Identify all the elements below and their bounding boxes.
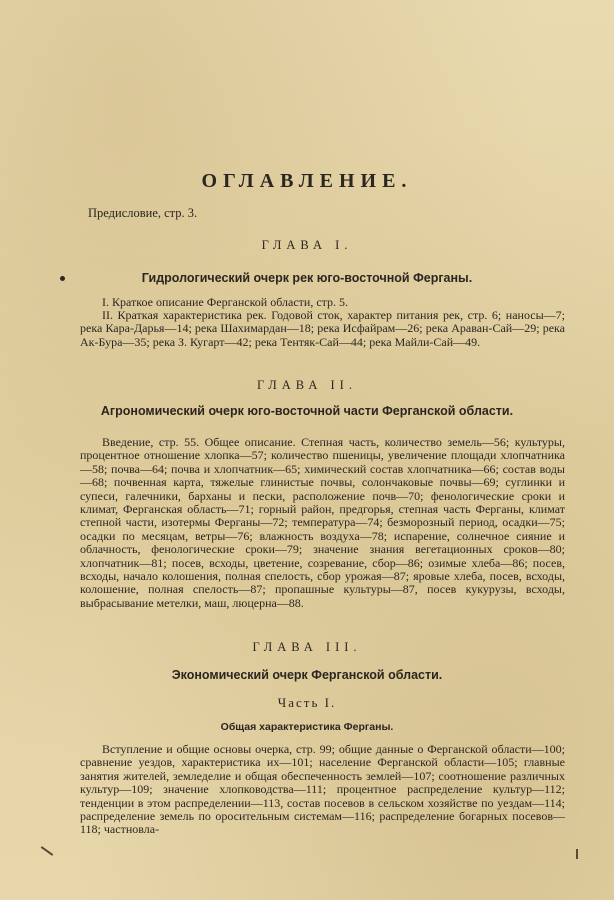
page-mark bbox=[41, 846, 54, 856]
chapter-1-heading: ГЛАВА I. bbox=[261, 238, 353, 252]
chapter-3-section-title: Общая характеристика Ферганы. bbox=[220, 721, 394, 733]
page-mark bbox=[576, 849, 578, 859]
chapter-3-part: Часть I. bbox=[277, 695, 337, 710]
chapter-1-item-2: II. Краткая характеристика рек. Годовой сток, характер питания рек, стр. 6; наносы—7; река Кара-Дарья—14; река Шахимардан—18; река Исфайрам—26; река Араван-Сай—29; река Ак-Бура—35; река З. Кугарт—42; река Тентяк-Сай—44; река Майли-Сай—49. bbox=[80, 308, 565, 349]
chapter-2-heading: ГЛАВА II. bbox=[257, 378, 357, 392]
preface-entry: Предисловие, стр. 3. bbox=[88, 206, 198, 220]
chapter-2-title: Агрономический очерк юго-восточной части Ферганской области. bbox=[100, 404, 514, 418]
page-title: ОГЛАВЛЕНИЕ. bbox=[201, 170, 413, 192]
chapter-1-item-1: I. Краткое описание Ферганской области, стр. 5. bbox=[102, 295, 349, 309]
chapter-3-item-1: Вступление и общие основы очерка, стр. 99; общие данные о Ферганской области—100; сравнение уездов, характеристика их—101; население Ферганской области—105; главные занятия жителей, земледелие и общая обеспеченность землей—107; соотношение различных культур—109; значение хлопководства—111; процентное распределение культур—112; тенденции в этом распределении—113, состав посевов в сельском хозяйстве по уездам—114; распределение земель по оросительным системам—116; распределение богарных посевов—118; частновла- bbox=[80, 742, 565, 837]
chapter-2-item-1: Введение, стр. 55. Общее описание. Степная часть, количество земель—56; культуры, процентное отношение хлопка—57; количество пшеницы, увеличение площади хлопчатника—58; почва—64; почва и хлопчатник—65; химический состав хлопчатника—66; состав воды—68; почвенная карта, тяжелые глинистые почвы, солончаковые почвы—69; суглинки и супеси, галечники, барханы и пески, расположение почв—70; фенологические сроки и климат, Ферганская область—71; горный район, предгорья, степная часть Ферганы, климат степной части, изотермы Ферганы—72; температура—74; безморозный период, осадки—75; осадки по месяцам, ветры—76; влажность воздуха—78; испарение, солнечное сияние и облачность, фенологические сроки—79; значение знания вегетационных сроков—80; хлопчатник—81; посев, всходы, цветение, созревание, сбор—86; озимые хлеба—86; посев, всходы, начало колошения, полная спелость, сбор урожая—87; яровые хлеба, посев, всходы, колошение, полная спелость—87; пропашные культуры—87, посев кукурузы, всходы, выбрасывание метелки, маш, люцерна—88. bbox=[80, 435, 565, 610]
chapter-3-title: Экономический очерк Ферганской области. bbox=[171, 668, 443, 682]
chapter-1-title: Гидрологический очерк рек юго-восточной Ферганы. bbox=[141, 271, 473, 285]
chapter-3-heading: ГЛАВА III. bbox=[252, 640, 362, 654]
